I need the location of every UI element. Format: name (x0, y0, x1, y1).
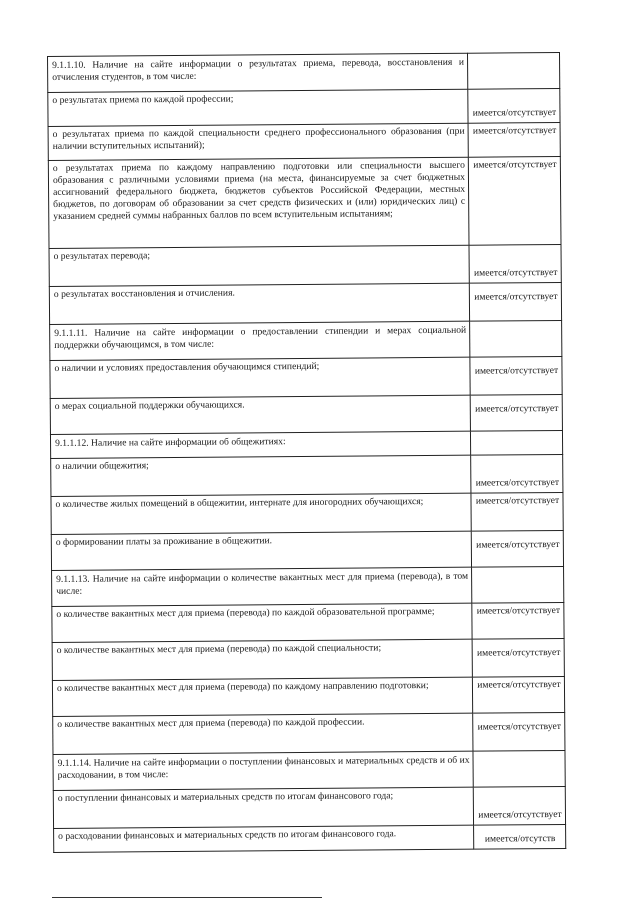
section-heading-row (48, 52, 560, 92)
status-cell (472, 566, 564, 603)
status-cell: имеется/отсутствует (470, 356, 562, 395)
criteria-table-body (48, 52, 566, 852)
criterion-text: о мерах социальной поддержки обучающихся. (50, 395, 470, 434)
criterion-row (54, 824, 566, 852)
status-cell: имеется/отсутствует (468, 88, 560, 123)
criterion-row (48, 156, 561, 248)
criterion-row (50, 356, 562, 398)
status-cell: имеется/отсутствует (468, 122, 560, 157)
status-cell: имеется/отсутствует (472, 602, 564, 639)
criterion-row (51, 454, 563, 496)
criterion-text: о результатах перевода; (49, 245, 469, 286)
criterion-text: о количестве вакантных мест для приема (перевода) по каждой специальности; (52, 639, 472, 680)
criterion-text: о поступлении финансовых и материальных средств по итогам финансового года; (53, 787, 473, 828)
criterion-text: о количестве жилых помещений в общежитии, интернате для иногородних обучающихся; (51, 493, 471, 534)
status-cell (467, 52, 559, 89)
criterion-row (49, 282, 561, 324)
criterion-text: о расходовании финансовых и материальных средств по итогам финансового года. (54, 825, 474, 852)
criterion-row (49, 244, 561, 286)
criterion-text: о результатах приема по каждой профессии; (48, 89, 468, 126)
section-heading-row (52, 566, 564, 606)
criterion-row (52, 638, 564, 680)
status-cell: имеется/отсутствует (470, 394, 562, 431)
criterion-row (50, 394, 562, 434)
status-cell (470, 430, 562, 455)
criterion-text: о количестве вакантных мест для приема (перевода) по каждому направлению подготовки; (52, 677, 472, 716)
status-cell: имеется/отсутствует (471, 454, 563, 493)
criterion-row (51, 492, 563, 534)
status-cell: имеется/отсутствует (472, 638, 564, 677)
section-heading-text: 9.1.1.12. Наличие на сайте информации об общежитиях: (50, 431, 470, 458)
criterion-row (48, 88, 560, 126)
criterion-row (48, 122, 560, 160)
status-cell: имеется/отсутствует (473, 712, 565, 751)
status-cell: имеется/отсутствует (472, 676, 564, 713)
criterion-row (51, 530, 563, 570)
status-cell: имеется/отсутствует (468, 156, 561, 245)
criterion-text: о наличии общежития; (51, 455, 471, 496)
section-heading-row (50, 320, 562, 360)
criterion-text: о количестве вакантных мест для приема (перевода) по каждой образовательной программе; (52, 603, 472, 642)
criteria-table (47, 52, 566, 853)
status-cell (470, 320, 562, 357)
criterion-row (52, 676, 564, 716)
status-cell (473, 750, 565, 787)
document-page (47, 52, 560, 853)
section-heading-text: 9.1.1.13. Наличие на сайте информации о количестве вакантных мест для приема (перевода), в том числе: (52, 567, 472, 606)
page-bottom-rule (52, 897, 322, 898)
criterion-text: о результатах приема по каждому направлению подготовки или специальности высшего образования с различными условиями приема (на места, финансируемые за счет бюджетных ассигнований федерального бюджета, бюджетов субъектов Российской Федерации, местных бюджетов, по договорам об образовании за счет средств физических и (или) юридических лиц) с указанием средней суммы набранных баллов по всем вступительным испытаниям; (48, 157, 469, 248)
section-heading-text: 9.1.1.10. Наличие на сайте информации о результатах приема, перевода, восстановления и отчисления студентов, в том числе: (48, 53, 468, 92)
criterion-row (53, 786, 565, 828)
status-cell: имеется/отсутствует (469, 282, 561, 321)
criterion-row (52, 602, 564, 642)
status-cell: имеется/отсутств (474, 824, 566, 849)
criterion-row (53, 712, 565, 754)
criterion-text: о количестве вакантных мест для приема (перевода) по каждой профессии. (53, 713, 473, 754)
criterion-text: о формировании платы за проживание в общежитии. (51, 531, 471, 570)
status-cell: имеется/отсутствует (471, 530, 563, 567)
section-heading-text: 9.1.1.11. Наличие на сайте информации о предоставлении стипендии и мерах социальной поддержки обучающимся, в том числе: (50, 321, 470, 360)
criterion-text: о результатах приема по каждой специальности среднего профессионального образования (при наличии вступительных испытаний); (48, 123, 468, 160)
status-cell: имеется/отсутствует (469, 244, 561, 283)
criterion-text: о наличии и условиях предоставления обучающимся стипендий; (50, 357, 470, 398)
section-heading-text: 9.1.1.14. Наличие на сайте информации о поступлении финансовых и материальных средств и об их расходовании, в том числе: (53, 751, 473, 790)
status-cell: имеется/отсутствует (473, 786, 565, 825)
section-heading-row (53, 750, 565, 790)
criterion-text: о результатах восстановления и отчисления. (49, 283, 469, 324)
status-cell: имеется/отсутствует (471, 492, 563, 531)
